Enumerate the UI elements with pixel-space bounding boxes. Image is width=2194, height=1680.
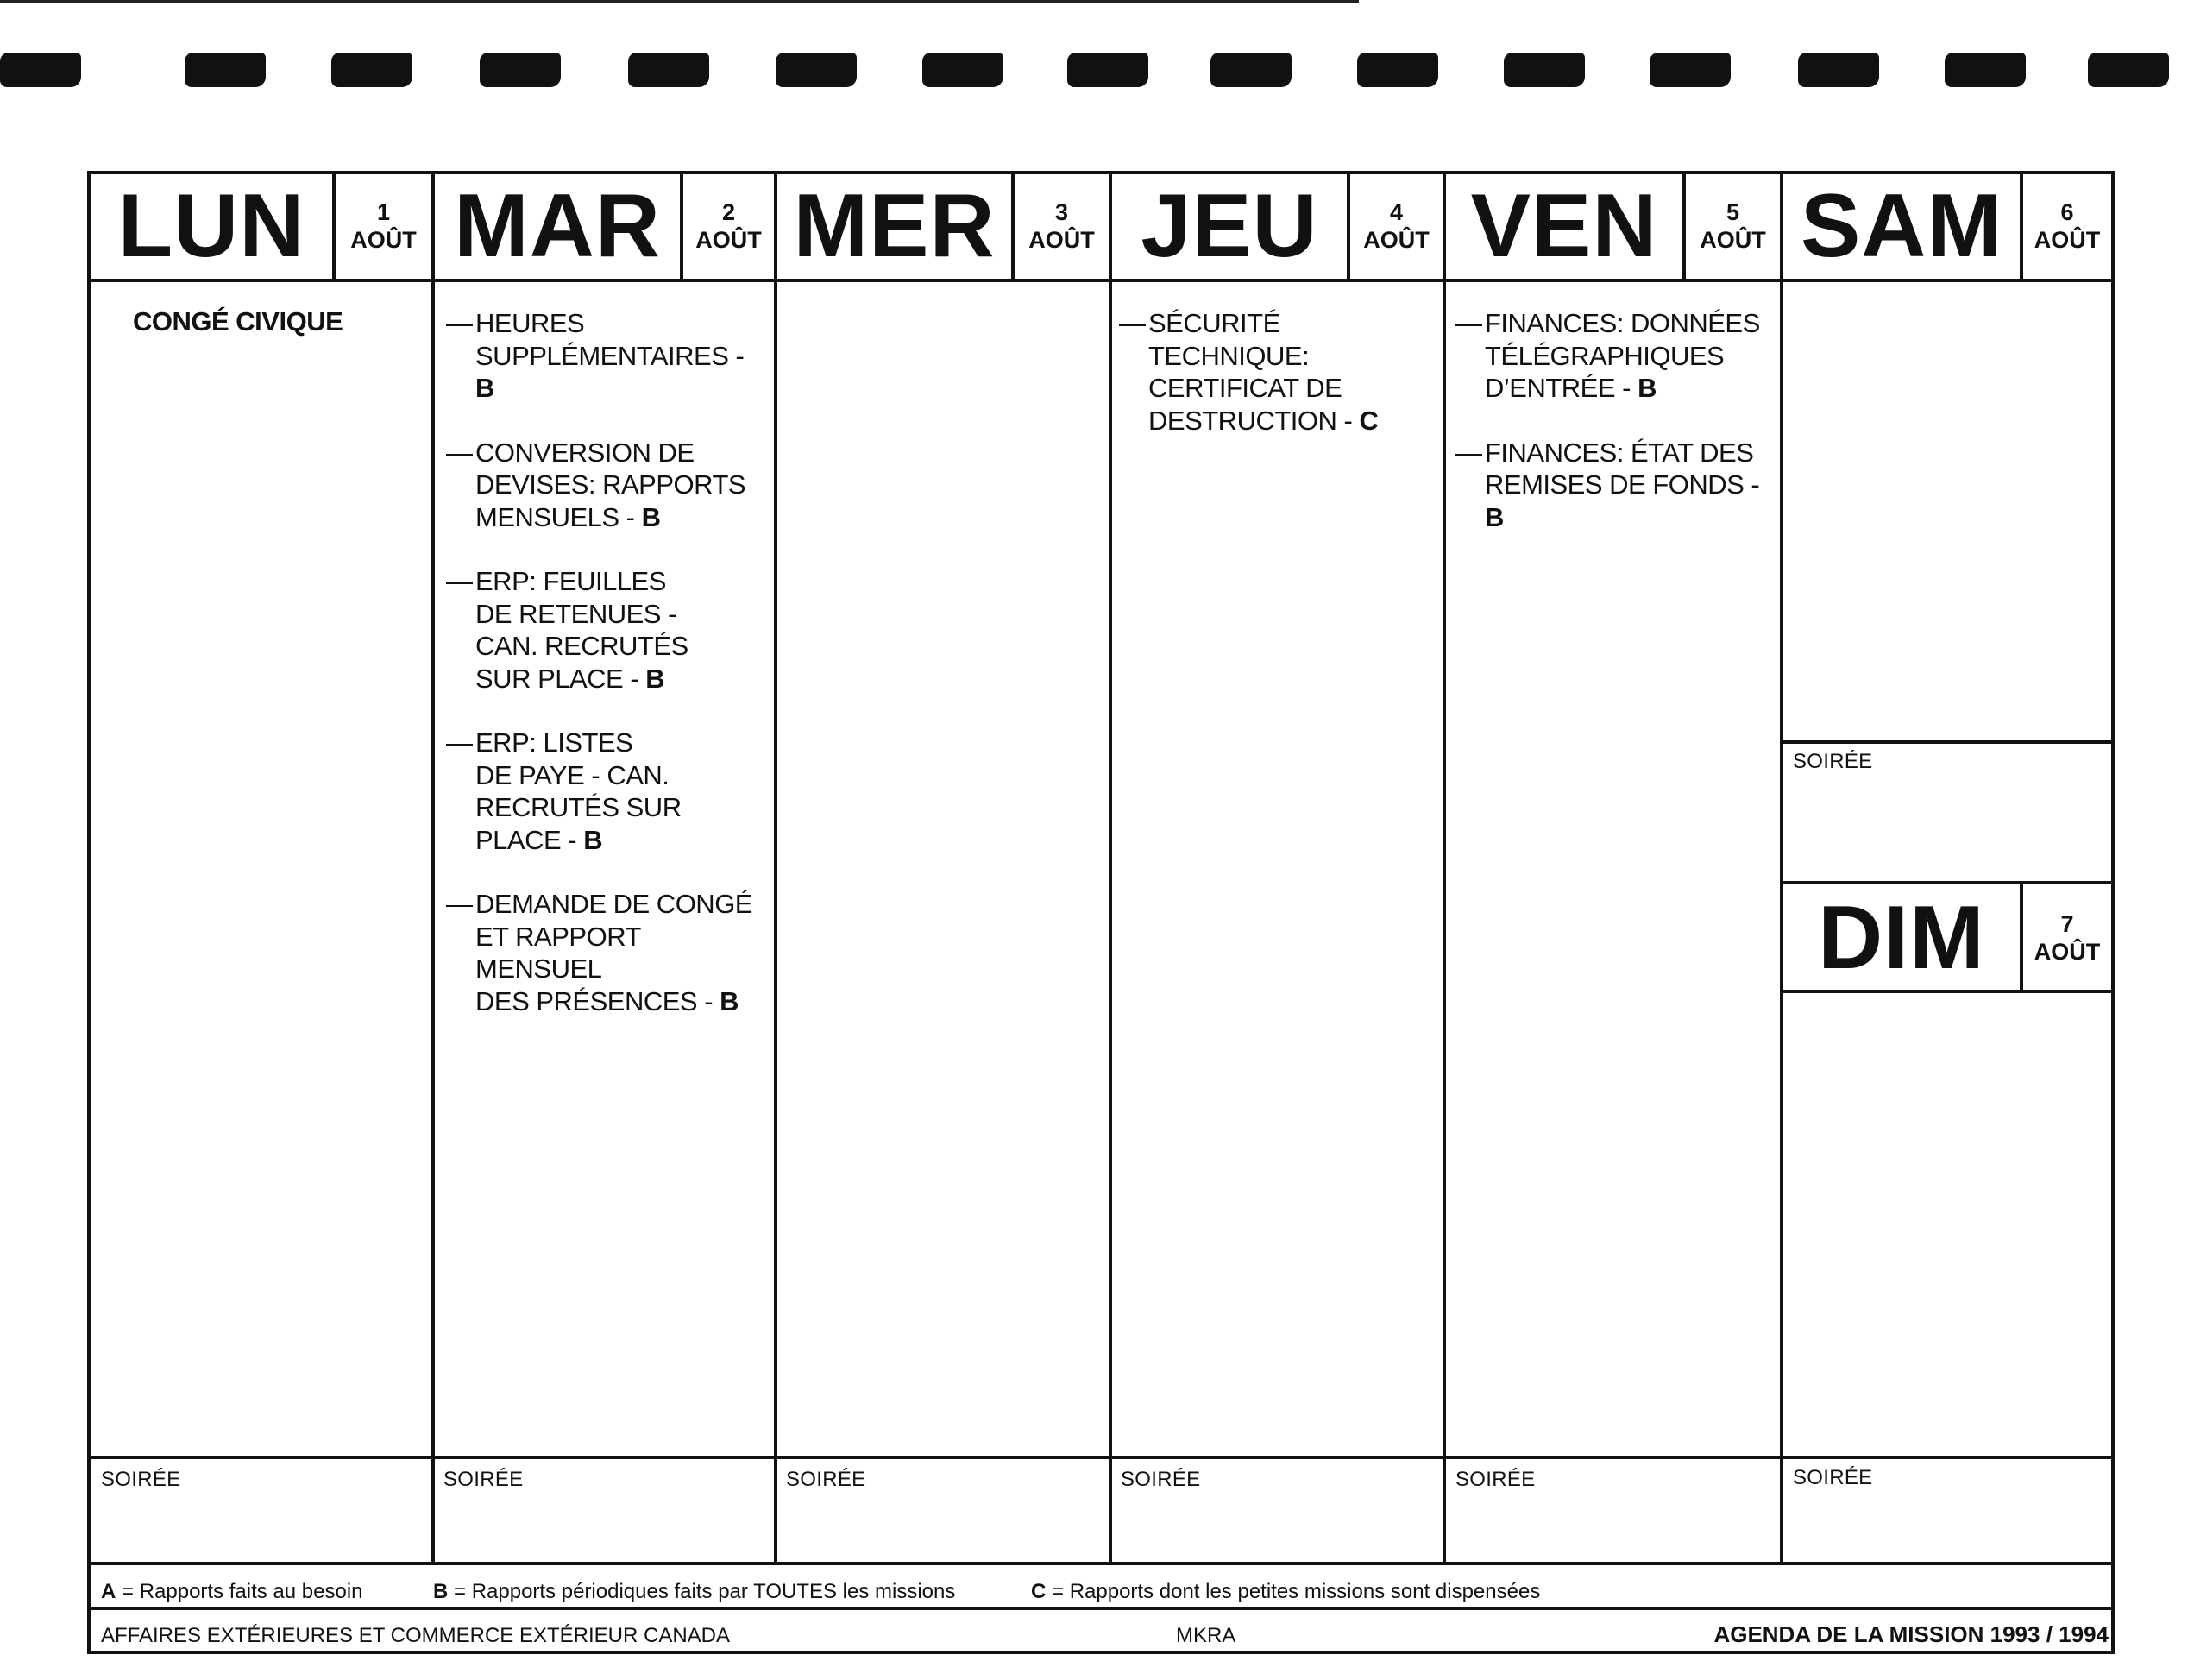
soiree-top-line: [87, 1456, 2115, 1459]
soiree-label-sam: SOIRÉE: [1793, 750, 1873, 773]
date-number: 4: [1389, 199, 1404, 225]
date-month: AOÛT: [695, 227, 762, 253]
date-month: AOÛT: [350, 227, 417, 253]
task-item: — FINANCES: DONNÉES TÉLÉGRAPHIQUES D’ENTRÉE - B: [1455, 307, 1775, 405]
footer-title: AGENDA DE LA MISSION 1993 / 1994: [1713, 1621, 2109, 1647]
day-name-lun: LUN: [117, 175, 305, 276]
day-name-mar: MAR: [454, 175, 661, 276]
task-item: — HEURES SUPPLÉMENTAIRES - B: [446, 307, 765, 405]
legend-b: B = Rapports périodiques faits par TOUTES les missions: [433, 1580, 956, 1603]
date-number: 6: [2060, 199, 2074, 225]
soiree-label-jeu: SOIRÉE: [1121, 1468, 1201, 1491]
date-box-jeu: [1350, 173, 1443, 280]
binder-hole: [1798, 53, 1879, 87]
soiree-label-mer: SOIRÉE: [786, 1468, 866, 1491]
date-box-ven: [1686, 173, 1780, 280]
date-box-lun: [336, 173, 431, 280]
date-month: AOÛT: [2034, 939, 2101, 965]
task-item: — ERP: FEUILLES DE RETENUES - CAN. RECRUTÉS SUR PLACE - B: [446, 565, 765, 695]
date-box-mar: [683, 173, 774, 280]
date-box-sam: [2023, 173, 2111, 280]
task-item: — ERP: LISTES DE PAYE - CAN. RECRUTÉS SUR PLACE - B: [446, 727, 765, 856]
date-number: 1: [376, 199, 391, 225]
day-name-sam: SAM: [1800, 175, 2003, 276]
column-divider: [1780, 171, 1783, 1564]
binder-hole: [480, 53, 561, 87]
binder-hole: [1357, 53, 1438, 87]
footer-top-line: [87, 1607, 2115, 1610]
soiree-label-dim: SOIRÉE: [1793, 1466, 1873, 1489]
soiree-label-mar: SOIRÉE: [443, 1468, 524, 1491]
task-item: — SÉCURITÉ TECHNIQUE: CERTIFICAT DE DESTRUCTION - C: [1119, 307, 1438, 437]
lun-holiday: CONGÉ CIVIQUE: [133, 306, 343, 337]
task-item: — FINANCES: ÉTAT DES REMISES DE FONDS - B: [1455, 437, 1775, 534]
soiree-label-lun: SOIRÉE: [101, 1468, 181, 1491]
task-item: — CONVERSION DE DEVISES: RAPPORTS MENSUELS - B: [446, 437, 765, 534]
date-number: 2: [721, 199, 736, 225]
date-box-dim: [2023, 884, 2111, 991]
column-divider: [1443, 171, 1446, 1564]
binder-hole: [922, 53, 1003, 87]
binder-hole: [185, 53, 266, 87]
binder-hole: [1210, 53, 1292, 87]
binder-hole: [628, 53, 709, 87]
day-name-dim: DIM: [1818, 887, 1985, 988]
binder-hole: [776, 53, 857, 87]
binder-hole: [331, 53, 412, 87]
mar-tasks: [446, 307, 765, 1049]
date-month: AOÛT: [1028, 227, 1095, 253]
date-number: 5: [1726, 199, 1740, 225]
legend-c: C = Rapports dont les petites missions sont dispensées: [1031, 1580, 1541, 1603]
column-divider: [1109, 171, 1112, 1564]
day-name-ven: VEN: [1470, 175, 1658, 276]
day-name-jeu: JEU: [1141, 175, 1318, 276]
legend-a: A = Rapports faits au besoin: [101, 1580, 363, 1603]
date-box-mer: [1015, 173, 1109, 280]
binder-hole: [1067, 53, 1148, 87]
date-number: 3: [1054, 199, 1069, 225]
date-month: AOÛT: [2034, 227, 2101, 253]
legend-top-line: [87, 1562, 2115, 1565]
task-item: — DEMANDE DE CONGÉ ET RAPPORT MENSUEL DES PRÉSENCES - B: [446, 888, 765, 1017]
soiree-label-ven: SOIRÉE: [1455, 1468, 1536, 1491]
column-divider: [431, 171, 435, 1564]
column-divider: [774, 171, 777, 1564]
day-name-mer: MER: [793, 175, 996, 276]
binder-hole: [0, 53, 81, 87]
date-month: AOÛT: [1363, 227, 1430, 253]
footer-code: MKRA: [1176, 1624, 1236, 1647]
binder-hole: [2088, 53, 2169, 87]
ven-tasks: [1455, 307, 1775, 565]
binder-hole: [1504, 53, 1585, 87]
footer-organization: AFFAIRES EXTÉRIEURES ET COMMERCE EXTÉRIEUR CANADA: [101, 1624, 731, 1647]
date-number: 7: [2060, 911, 2074, 937]
date-month: AOÛT: [1700, 227, 1766, 253]
top-edge-line: [0, 0, 1359, 3]
binder-hole: [1650, 53, 1731, 87]
jeu-tasks: [1119, 307, 1438, 469]
binder-hole: [1945, 53, 2026, 87]
sam-soiree-line: [1780, 740, 2115, 744]
